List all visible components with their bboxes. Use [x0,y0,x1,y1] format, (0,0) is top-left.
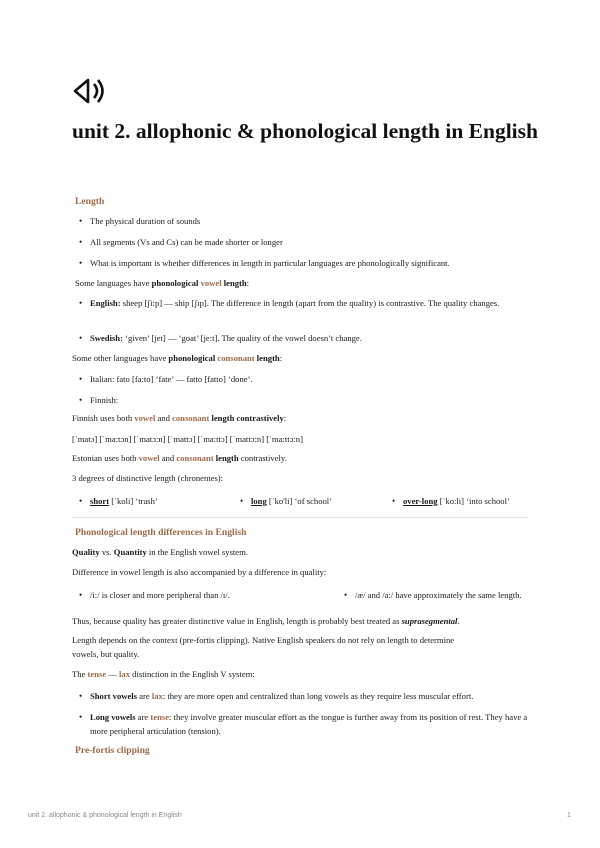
thus-line: Thus, because quality has greater distinctive value in English, length is probably best treated as suprasegmental. [72,616,460,626]
finnish-ipa: [ˈmatɔ] [ˈma:tɔn] [ˈmatɔ:n] [ˈmattɔ] [ˈma:ttɔ] [ˈmattɔ:n] [ˈma:ttɔ:n] [72,434,303,444]
list-item: • The physical duration of sounds [79,216,201,226]
list-item-long-vowels: • Long vowels are tense: they involve greater muscular effort as the tongue is further away from its position of rest. They have a more peripheral articulation (tension). [79,712,528,736]
section-heading-phonological: Phonological length differences in English [75,527,247,538]
finnish-line: Finnish uses both vowel and consonant length contrastively: [72,413,287,423]
section-heading-pre-fortis: Pre-fortis clipping [75,745,150,756]
depends-line-1: Length depends on the context (pre-fortis clipping). Native English speakers do not rely on length to determine [72,635,455,645]
list-item-italian: • Italian: fato [fa:to] ‘fate’ — fatto [fatto] ‘done’. [79,374,253,384]
list-item: • What is important is whether differences in length in particular languages are phonologically significant. [79,258,450,268]
page-title: unit 2. allophonic & phonological length in English [72,119,538,143]
vowel-length-intro: Some languages have phonological vowel length: [75,278,250,288]
degrees-line: 3 degrees of distinctive length (chronemes): [72,473,224,483]
chroneme-over-long: • over-long [ˈko:li] ‘into school’ [392,496,510,506]
list-item: • /æ/ and /a:/ have approximately the same length. [344,590,522,600]
difference-line: Difference in vowel length is also accompanied by a difference in quality: [72,567,327,577]
list-item-finnish: • Finnish: [79,395,119,405]
estonian-line: Estonian uses both vowel and consonant length contrastively. [72,453,287,463]
chroneme-long: • long [ˈko'li] ‘of school’ [240,496,333,506]
list-item: • /i:/ is closer and more peripheral than /ɪ/. [79,590,230,600]
list-item-english: • English: sheep [ʃi:p] — ship [ʃɪp]. The difference in length (apart from the quality) is contrastive. The quality changes. [79,298,500,308]
list-item-swedish: • Swedish: ‘given’ [jet] — ‘goat’ [je:t]. The quality of the vowel doesn’t change. [79,333,362,343]
page-number: 1 [567,812,571,819]
chroneme-short: • short [ˈkoli] ‘trash’ [79,496,158,506]
consonant-length-intro: Some other languages have phonological consonant length: [72,353,283,363]
ear-sound-icon [72,74,108,108]
section-divider [72,517,528,518]
section-heading-length: Length [75,196,105,207]
page-footer: unit 2. allophonic & phonological length in English [28,812,182,819]
quality-quantity-line: Quality vs. Quantity in the English vowel system. [72,547,248,557]
tense-lax-line: The tense — lax distinction in the English V system: [72,669,255,679]
list-item-short-vowels: • Short vowels are lax: they are more open and centralized than long vowels as they require less muscular effort. [79,691,474,701]
depends-line-2: vowels, but quality. [72,649,140,659]
list-item: • All segments (Vs and Cs) can be made shorter or longer [79,237,283,247]
